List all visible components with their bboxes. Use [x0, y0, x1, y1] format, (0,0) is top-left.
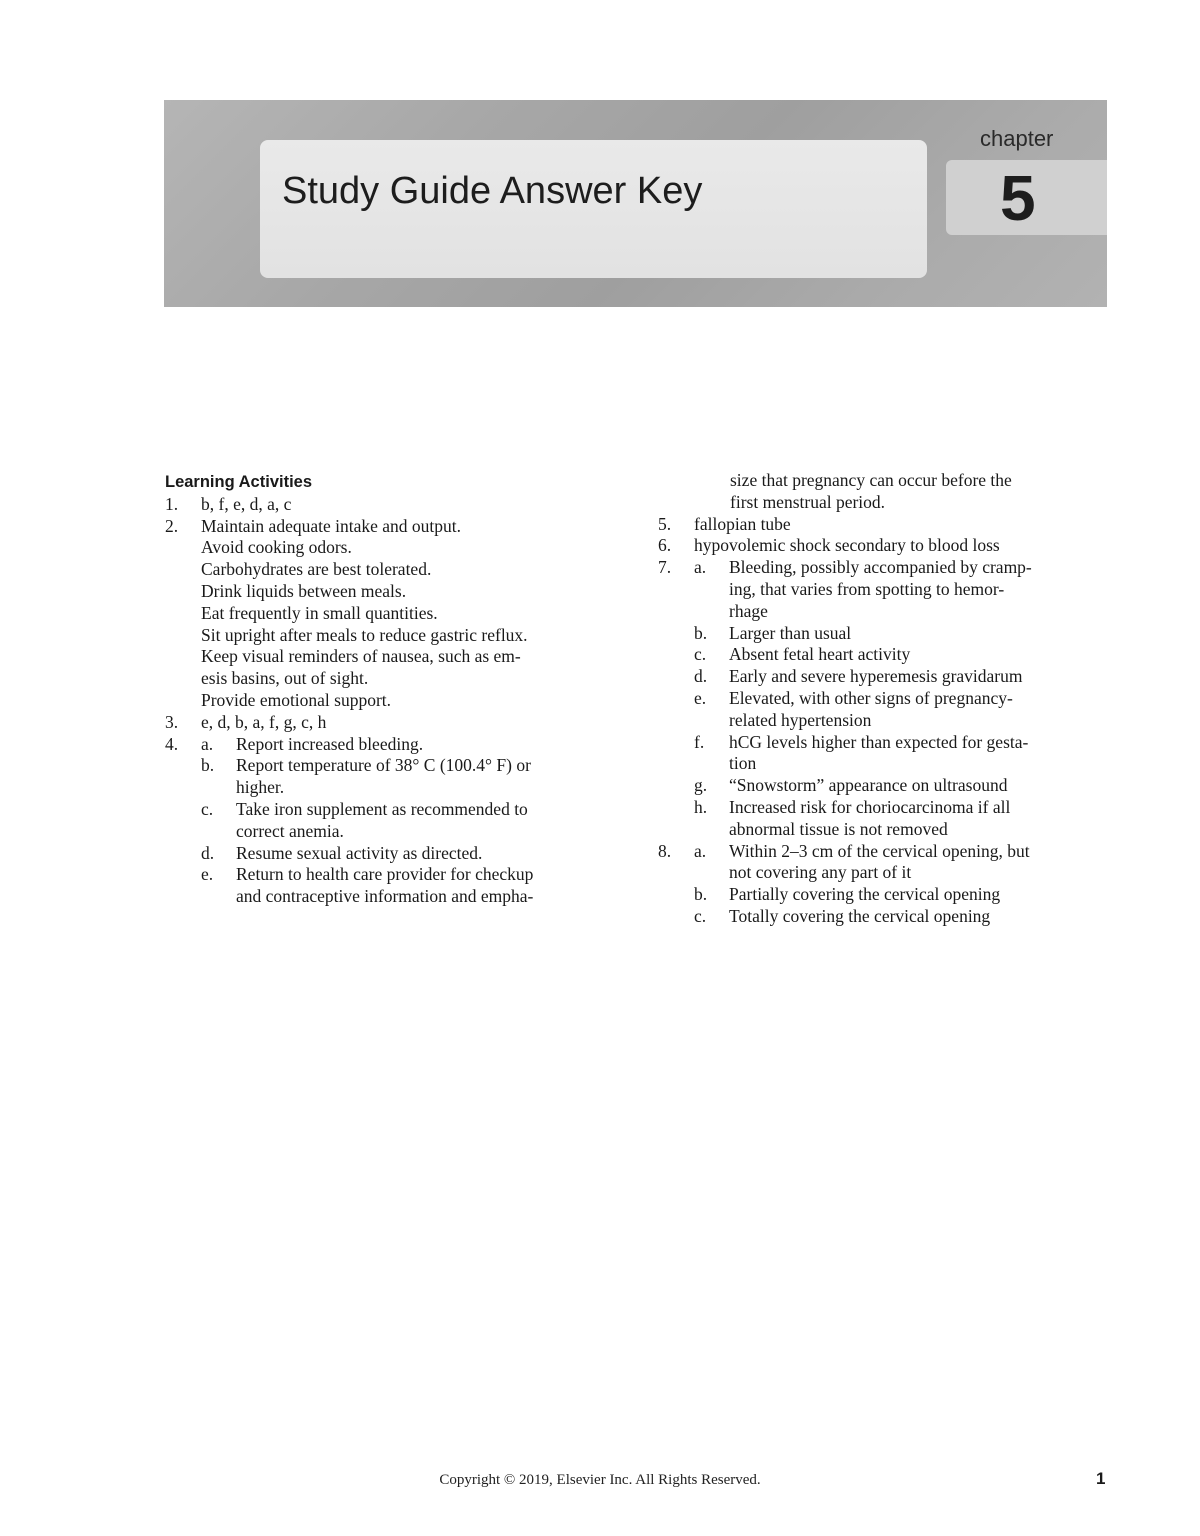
sub-answer: [694, 666, 1108, 688]
sub-answer: [201, 843, 615, 865]
answer-line: Keep visual reminders of nausea, such as em-: [201, 646, 521, 667]
answer-line: Larger than usual: [729, 622, 852, 643]
answer-line: Eat frequently in small quantities.: [201, 602, 438, 623]
answer-line: Take iron supplement as recommended to: [236, 798, 528, 819]
answer-line: not covering any part of it: [729, 862, 912, 883]
answer-line: first menstrual period.: [730, 491, 886, 512]
item-number: 1.: [165, 493, 179, 514]
sub-letter: c.: [694, 905, 707, 926]
section-heading: Learning Activities: [165, 473, 313, 491]
answer-line: Maintain adequate intake and output.: [201, 515, 461, 536]
answer-line: “Snowstorm” appearance on ultrasound: [729, 775, 1008, 796]
sub-answer: [201, 799, 615, 843]
item-number: 4.: [165, 733, 179, 754]
sub-answer: [694, 557, 1108, 622]
answer-line: Resume sexual activity as directed.: [236, 842, 483, 863]
sub-answer: [694, 906, 1108, 928]
answer-line: Totally covering the cervical opening: [729, 905, 991, 926]
item-number: 5.: [658, 513, 672, 534]
answer-line: e, d, b, a, f, g, c, h: [201, 711, 327, 732]
sub-letter: g.: [694, 775, 708, 796]
sub-answer: [694, 644, 1108, 666]
sub-letter: b.: [694, 622, 708, 643]
answer-line: Absent fetal heart activity: [729, 644, 911, 665]
answer-item: [658, 514, 1108, 536]
item-number: 7.: [658, 557, 672, 578]
item-number: 2.: [165, 515, 179, 536]
answer-item: [658, 535, 1108, 557]
left-column: [165, 472, 615, 908]
answer-item: [165, 734, 615, 908]
answer-line: correct anemia.: [236, 820, 344, 841]
answer-line: Sit upright after meals to reduce gastric reflux.: [201, 624, 528, 645]
sub-letter: f.: [694, 731, 705, 752]
sub-letter: a.: [694, 557, 707, 578]
answer-line: Drink liquids between meals.: [201, 580, 407, 601]
item-number: 6.: [658, 535, 672, 556]
answer-item: [165, 516, 615, 712]
sub-letter: e.: [694, 687, 707, 708]
sub-letter: b.: [694, 884, 708, 905]
answer-line: Increased risk for choriocarcinoma if all: [729, 796, 1011, 817]
copyright-footer: Copyright © 2019, Elsevier Inc. All Rights Reserved.: [439, 1472, 761, 1488]
answer-line: fallopian tube: [694, 513, 791, 534]
answer-line: rhage: [729, 600, 768, 621]
answer-line: Early and severe hyperemesis gravidarum: [729, 666, 1023, 687]
answer-line: Return to health care provider for checkup: [236, 864, 534, 885]
right-column: [658, 470, 1108, 928]
answer-line: Report increased bleeding.: [236, 733, 424, 754]
answer-line: related hypertension: [729, 709, 872, 730]
answer-item: [658, 841, 1108, 928]
sub-answer: [694, 775, 1108, 797]
sub-letter: e.: [201, 864, 214, 885]
answer-line: hypovolemic shock secondary to blood loss: [694, 535, 1000, 556]
answer-line: Bleeding, possibly accompanied by cramp-: [729, 557, 1032, 578]
chapter-number: 5: [1000, 162, 1036, 234]
sub-answer: [694, 623, 1108, 645]
answer-line: ing, that varies from spotting to hemor-: [729, 578, 1005, 599]
sub-letter: d.: [201, 842, 215, 863]
answer-item: [165, 494, 615, 516]
answer-line: size that pregnancy can occur before the: [730, 470, 1012, 490]
answer-line: Partially covering the cervical opening: [729, 884, 1001, 905]
answer-line: hCG levels higher than expected for gesta-: [729, 731, 1029, 752]
sub-answer: [694, 688, 1108, 732]
sub-letter: a.: [694, 840, 707, 861]
answer-line: and contraceptive information and empha-: [236, 886, 534, 907]
chapter-label: chapter: [980, 126, 1054, 151]
sub-letter: b.: [201, 755, 215, 776]
answer-item: [658, 557, 1108, 840]
sub-letter: d.: [694, 666, 708, 687]
sub-letter: c.: [201, 798, 214, 819]
answer-line: Avoid cooking odors.: [201, 537, 352, 558]
sub-answer: [201, 755, 615, 799]
sub-answer: [694, 797, 1108, 841]
answer-line: b, f, e, d, a, c: [201, 493, 292, 514]
answer-line: abnormal tissue is not removed: [729, 818, 948, 839]
sub-letter: c.: [694, 644, 707, 665]
sub-answer: [694, 841, 1108, 885]
item-number: 3.: [165, 711, 179, 732]
answer-line: esis basins, out of sight.: [201, 668, 369, 689]
item-number: 8.: [658, 840, 672, 861]
answer-line: higher.: [236, 777, 285, 798]
answer-line: tion: [729, 753, 757, 774]
page-number: 1: [1096, 1469, 1106, 1488]
sub-answer: [201, 734, 615, 756]
sub-answer: [694, 884, 1108, 906]
answer-item: [165, 712, 615, 734]
page-title: Study Guide Answer Key: [282, 170, 703, 212]
sub-answer: [694, 732, 1108, 776]
answer-line: Report temperature of 38° C (100.4° F) or: [236, 755, 531, 776]
answer-line: Provide emotional support.: [201, 689, 392, 710]
sub-letter: a.: [201, 733, 214, 754]
answer-line: Within 2–3 cm of the cervical opening, but: [729, 840, 1030, 861]
sub-answer: [201, 864, 615, 908]
answer-line: Elevated, with other signs of pregnancy-: [729, 687, 1013, 708]
answer-line: Carbohydrates are best tolerated.: [201, 559, 432, 580]
sub-letter: h.: [694, 796, 708, 817]
